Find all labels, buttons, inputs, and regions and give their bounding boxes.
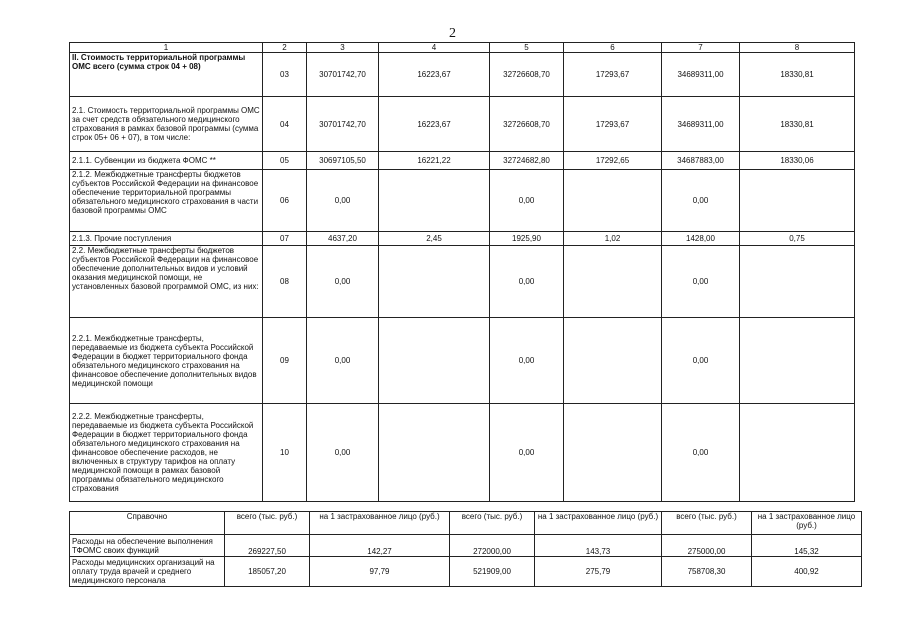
table-row [70, 246, 855, 318]
col-header: на 1 застрахованное лицо (руб.) [752, 512, 862, 535]
col-header: всего (тыс. руб.) [225, 512, 310, 535]
cell-value: 0,00 [662, 246, 740, 318]
cell-value [379, 318, 490, 404]
cell-value: 0,00 [490, 404, 564, 502]
cell-value: 30701742,70 [307, 53, 379, 97]
cell-value [740, 246, 855, 318]
table-row [70, 232, 855, 246]
table-row [70, 170, 855, 232]
col-header: 2 [263, 43, 307, 53]
cell-value: 17293,67 [564, 53, 662, 97]
row-code: 08 [263, 246, 307, 318]
cell-value: 0,00 [490, 318, 564, 404]
row-label: Расходы медицинских организаций на оплату труда врачей и среднего медицинского персонала [70, 557, 225, 587]
table-row [70, 97, 855, 152]
cell-value: 758708,30 [662, 557, 752, 587]
table-row [70, 53, 855, 97]
cell-value [740, 318, 855, 404]
col-header: 7 [662, 43, 740, 53]
cell-value: 143,73 [535, 535, 662, 557]
cell-value [564, 404, 662, 502]
cell-value [379, 246, 490, 318]
cell-value: 275000,00 [662, 535, 752, 557]
cell-value: 34689311,00 [662, 53, 740, 97]
cell-value: 16223,67 [379, 97, 490, 152]
cell-value [564, 246, 662, 318]
table-row [70, 152, 855, 170]
cell-value: 18330,06 [740, 152, 855, 170]
cell-value [740, 170, 855, 232]
cell-value: 32726608,70 [490, 97, 564, 152]
cell-value: 269227,50 [225, 535, 310, 557]
table-row [70, 318, 855, 404]
cell-value: 272000,00 [450, 535, 535, 557]
row-label: 2.1. Стоимость территориальной программы ОМС за счет средств обязательного медицинского страхования в рамках базовой программы (сумма строк 05+ 06 + 07), в том числе: [70, 97, 263, 152]
cell-value: 16221,22 [379, 152, 490, 170]
col-header: всего (тыс. руб.) [662, 512, 752, 535]
cell-value: 34689311,00 [662, 97, 740, 152]
row-label: 2.1.1. Субвенции из бюджета ФОМС ** [70, 152, 263, 170]
cell-value: 0,00 [662, 170, 740, 232]
cell-value: 145,32 [752, 535, 862, 557]
cell-value [379, 170, 490, 232]
cell-value: 0,00 [662, 404, 740, 502]
row-label: 2.2.1. Межбюджетные трансферты, передаваемые из бюджета субъекта Российской Федерации в бюджет территориального фонда обязательного медицинского страхования на финансовое обеспечение дополнительных видов медицинской помощи [70, 318, 263, 404]
col-header: всего (тыс. руб.) [450, 512, 535, 535]
cell-value: 30697105,50 [307, 152, 379, 170]
cell-value: 0,00 [307, 404, 379, 502]
reference-table [69, 511, 862, 587]
col-header: 8 [740, 43, 855, 53]
cell-value [564, 318, 662, 404]
cell-value: 17293,67 [564, 97, 662, 152]
col-header: 1 [70, 43, 263, 53]
cell-value: 1925,90 [490, 232, 564, 246]
cell-value: 2,45 [379, 232, 490, 246]
cell-value: 0,00 [490, 246, 564, 318]
reference-header-row [70, 512, 862, 535]
cell-value: 1428,00 [662, 232, 740, 246]
main-table [69, 42, 855, 502]
cell-value: 0,75 [740, 232, 855, 246]
table-row [70, 535, 862, 557]
cell-value: 34687883,00 [662, 152, 740, 170]
cell-value: 521909,00 [450, 557, 535, 587]
table-row [70, 404, 855, 502]
cell-value: 400,92 [752, 557, 862, 587]
row-label: Расходы на обеспечение выполнения ТФОМС своих функций [70, 535, 225, 557]
col-header: на 1 застрахованное лицо (руб.) [310, 512, 450, 535]
cell-value: 185057,20 [225, 557, 310, 587]
row-code: 07 [263, 232, 307, 246]
cell-value: 0,00 [307, 170, 379, 232]
cell-value: 97,79 [310, 557, 450, 587]
row-code: 06 [263, 170, 307, 232]
col-header: на 1 застрахованное лицо (руб.) [535, 512, 662, 535]
cell-value: 0,00 [662, 318, 740, 404]
col-header: 4 [379, 43, 490, 53]
row-label: 2.2.2. Межбюджетные трансферты, передаваемые из бюджета субъекта Российской Федерации в бюджет территориального фонда обязательного медицинского страхования на финансовое обеспечение расходов, не включенных в структуру тарифов на оплату медицинской помощи в рамках базовой программы обязательного медицинского страхования [70, 404, 263, 502]
cell-value [564, 170, 662, 232]
cell-value: 18330,81 [740, 97, 855, 152]
col-header: 3 [307, 43, 379, 53]
cell-value: 30701742,70 [307, 97, 379, 152]
cell-value: 16223,67 [379, 53, 490, 97]
cell-value [740, 404, 855, 502]
row-label: 2.2. Межбюджетные трансферты бюджетов субъектов Российской Федерации на финансовое обеспечение дополнительных видов и условий оказания медицинской помощи, не установленных базовой программой ОМС, из них: [70, 246, 263, 318]
cell-value: 32724682,80 [490, 152, 564, 170]
cell-value: 0,00 [307, 318, 379, 404]
header-row [70, 43, 855, 53]
page-number: 2 [449, 26, 456, 41]
cell-value: 32726608,70 [490, 53, 564, 97]
col-header: 5 [490, 43, 564, 53]
row-label: II. Стоимость территориальной программы ОМС всего (сумма строк 04 + 08) [70, 53, 263, 97]
row-label: 2.1.3. Прочие поступления [70, 232, 263, 246]
cell-value: 0,00 [307, 246, 379, 318]
cell-value: 1,02 [564, 232, 662, 246]
col-header: 6 [564, 43, 662, 53]
table-row [70, 557, 862, 587]
row-code: 04 [263, 97, 307, 152]
cell-value: 0,00 [490, 170, 564, 232]
cell-value: 142,27 [310, 535, 450, 557]
col-header: Справочно [70, 512, 225, 535]
cell-value: 4637,20 [307, 232, 379, 246]
row-code: 09 [263, 318, 307, 404]
row-code: 05 [263, 152, 307, 170]
cell-value: 18330,81 [740, 53, 855, 97]
row-label: 2.1.2. Межбюджетные трансферты бюджетов субъектов Российской Федерации на финансовое обеспечение территориальной программы обязательного медицинского страхования в части базовой программы ОМС [70, 170, 263, 232]
row-code: 10 [263, 404, 307, 502]
row-code: 03 [263, 53, 307, 97]
cell-value: 17292,65 [564, 152, 662, 170]
cell-value: 275,79 [535, 557, 662, 587]
cell-value [379, 404, 490, 502]
